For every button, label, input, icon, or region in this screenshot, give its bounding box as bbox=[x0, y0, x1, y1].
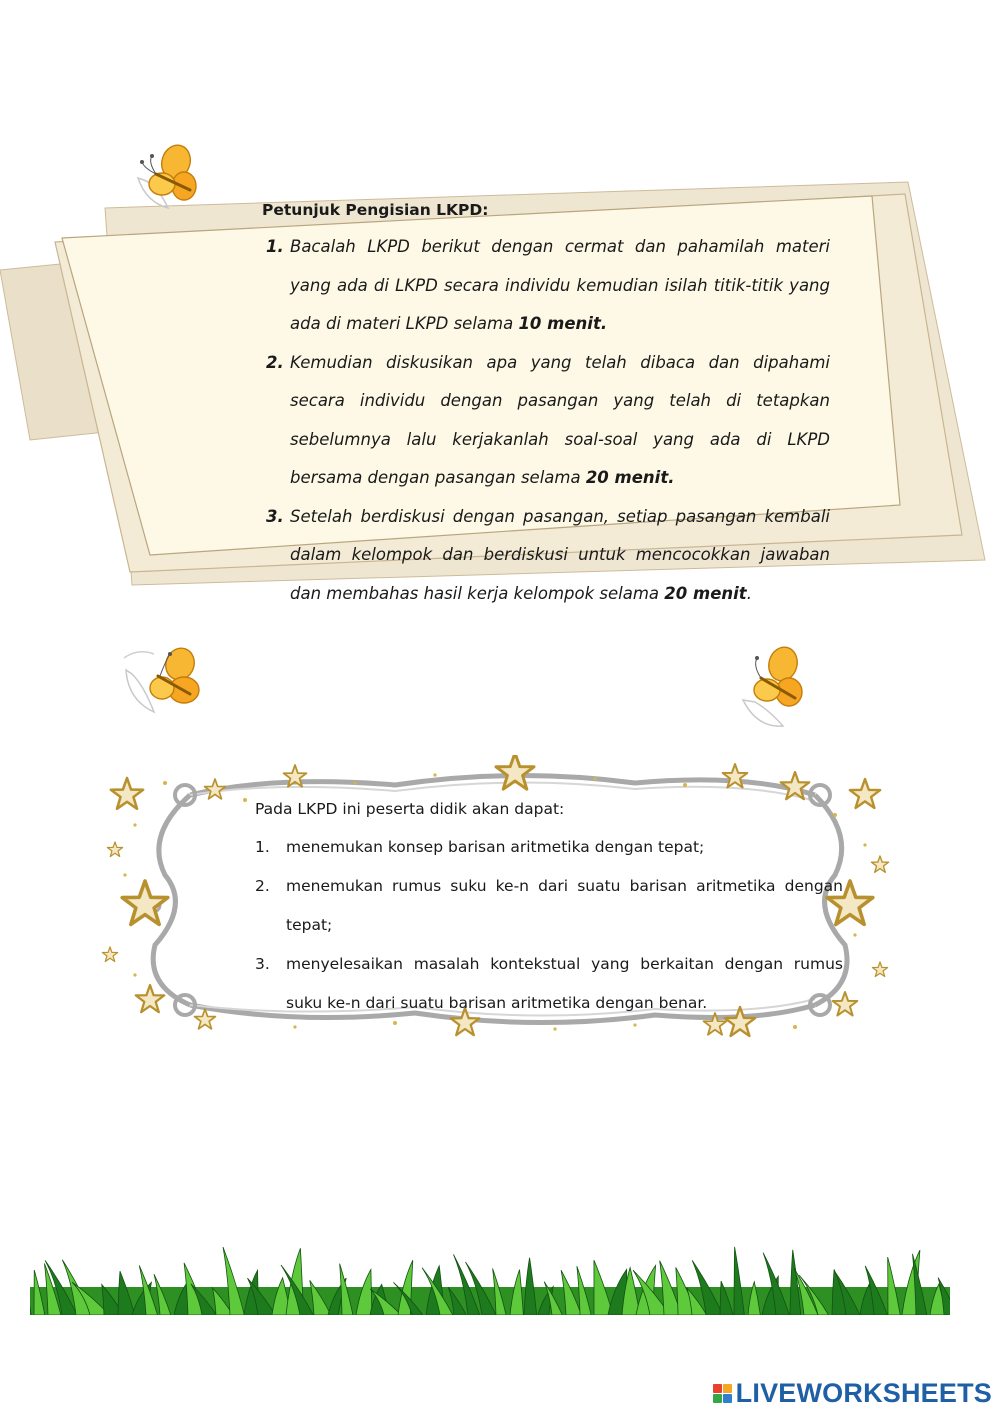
grass-blade bbox=[524, 1258, 537, 1315]
instructions-block bbox=[262, 196, 830, 613]
objective-text: menemukan konsep barisan aritmetika dengan tepat; bbox=[286, 838, 705, 856]
butterfly-icon bbox=[733, 640, 818, 732]
objective-item bbox=[255, 828, 843, 867]
liveworksheets-logo bbox=[713, 1378, 992, 1408]
instruction-text: Bacalah LKPD berikut dengan cermat dan pahamilah materi yang ada di LKPD secara individu kemudian isilah titik-titik yang ada di materi LKPD selama bbox=[290, 237, 830, 333]
objective-number: 2. bbox=[255, 877, 270, 895]
instruction-duration: 10 menit. bbox=[518, 314, 608, 333]
grass-border bbox=[30, 1235, 950, 1315]
objective-number: 3. bbox=[255, 955, 270, 973]
instruction-duration: 20 menit bbox=[664, 583, 747, 603]
objective-text: menyelesaikan masalah kontekstual yang berkaitan dengan rumus suku ke-n dari suatu barisan aritmetika dengan benar. bbox=[286, 955, 843, 1012]
instruction-item bbox=[262, 344, 830, 498]
instruction-item bbox=[262, 228, 830, 344]
instruction-text: Kemudian diskusikan apa yang telah dibaca dan dipahami secara individu dengan pasangan yang telah di tetapkan sebelumnya lalu kerjakanlah soal-soal yang ada di LKPD bersama dengan pasangan selama bbox=[290, 352, 830, 487]
objective-text: menemukan rumus suku ke-n dari suatu barisan aritmetika dengan tepat; bbox=[286, 877, 843, 934]
instruction-text: Setelah berdiskusi dengan pasangan, setiap pasangan kembali dalam kelompok dan berdiskusi untuk mencocokkan jawaban dan membahas hasil kerja kelompok selama bbox=[290, 506, 830, 603]
objectives-intro: Pada LKPD ini peserta didik akan dapat: bbox=[255, 800, 565, 818]
objective-item bbox=[255, 945, 843, 1023]
objective-number: 1. bbox=[255, 838, 270, 856]
grass-blade bbox=[888, 1257, 901, 1315]
instruction-item: 3. Setelah berdiskusi dengan pasangan, setiap pasangan kembali dalam kelompok dan berdiskusi untuk mencocokkan jawaban dan membahas hasil kerja kelompok selama 20 menit. bbox=[262, 498, 830, 614]
instruction-number: 1. bbox=[266, 237, 284, 256]
butterfly-icon bbox=[118, 640, 210, 720]
butterfly-icon bbox=[128, 140, 208, 220]
brand-name: LIVEWORKSHEETS bbox=[735, 1377, 992, 1408]
grass-blade bbox=[734, 1247, 744, 1315]
instruction-number: 2. bbox=[266, 352, 284, 372]
objectives-block bbox=[255, 794, 843, 1023]
instruction-number: 3. bbox=[266, 506, 284, 526]
instructions-title: Petunjuk Pengisian LKPD: bbox=[262, 201, 489, 219]
objective-item bbox=[255, 867, 843, 945]
instruction-duration: 20 menit. bbox=[585, 468, 675, 487]
logo-icon bbox=[713, 1384, 732, 1403]
